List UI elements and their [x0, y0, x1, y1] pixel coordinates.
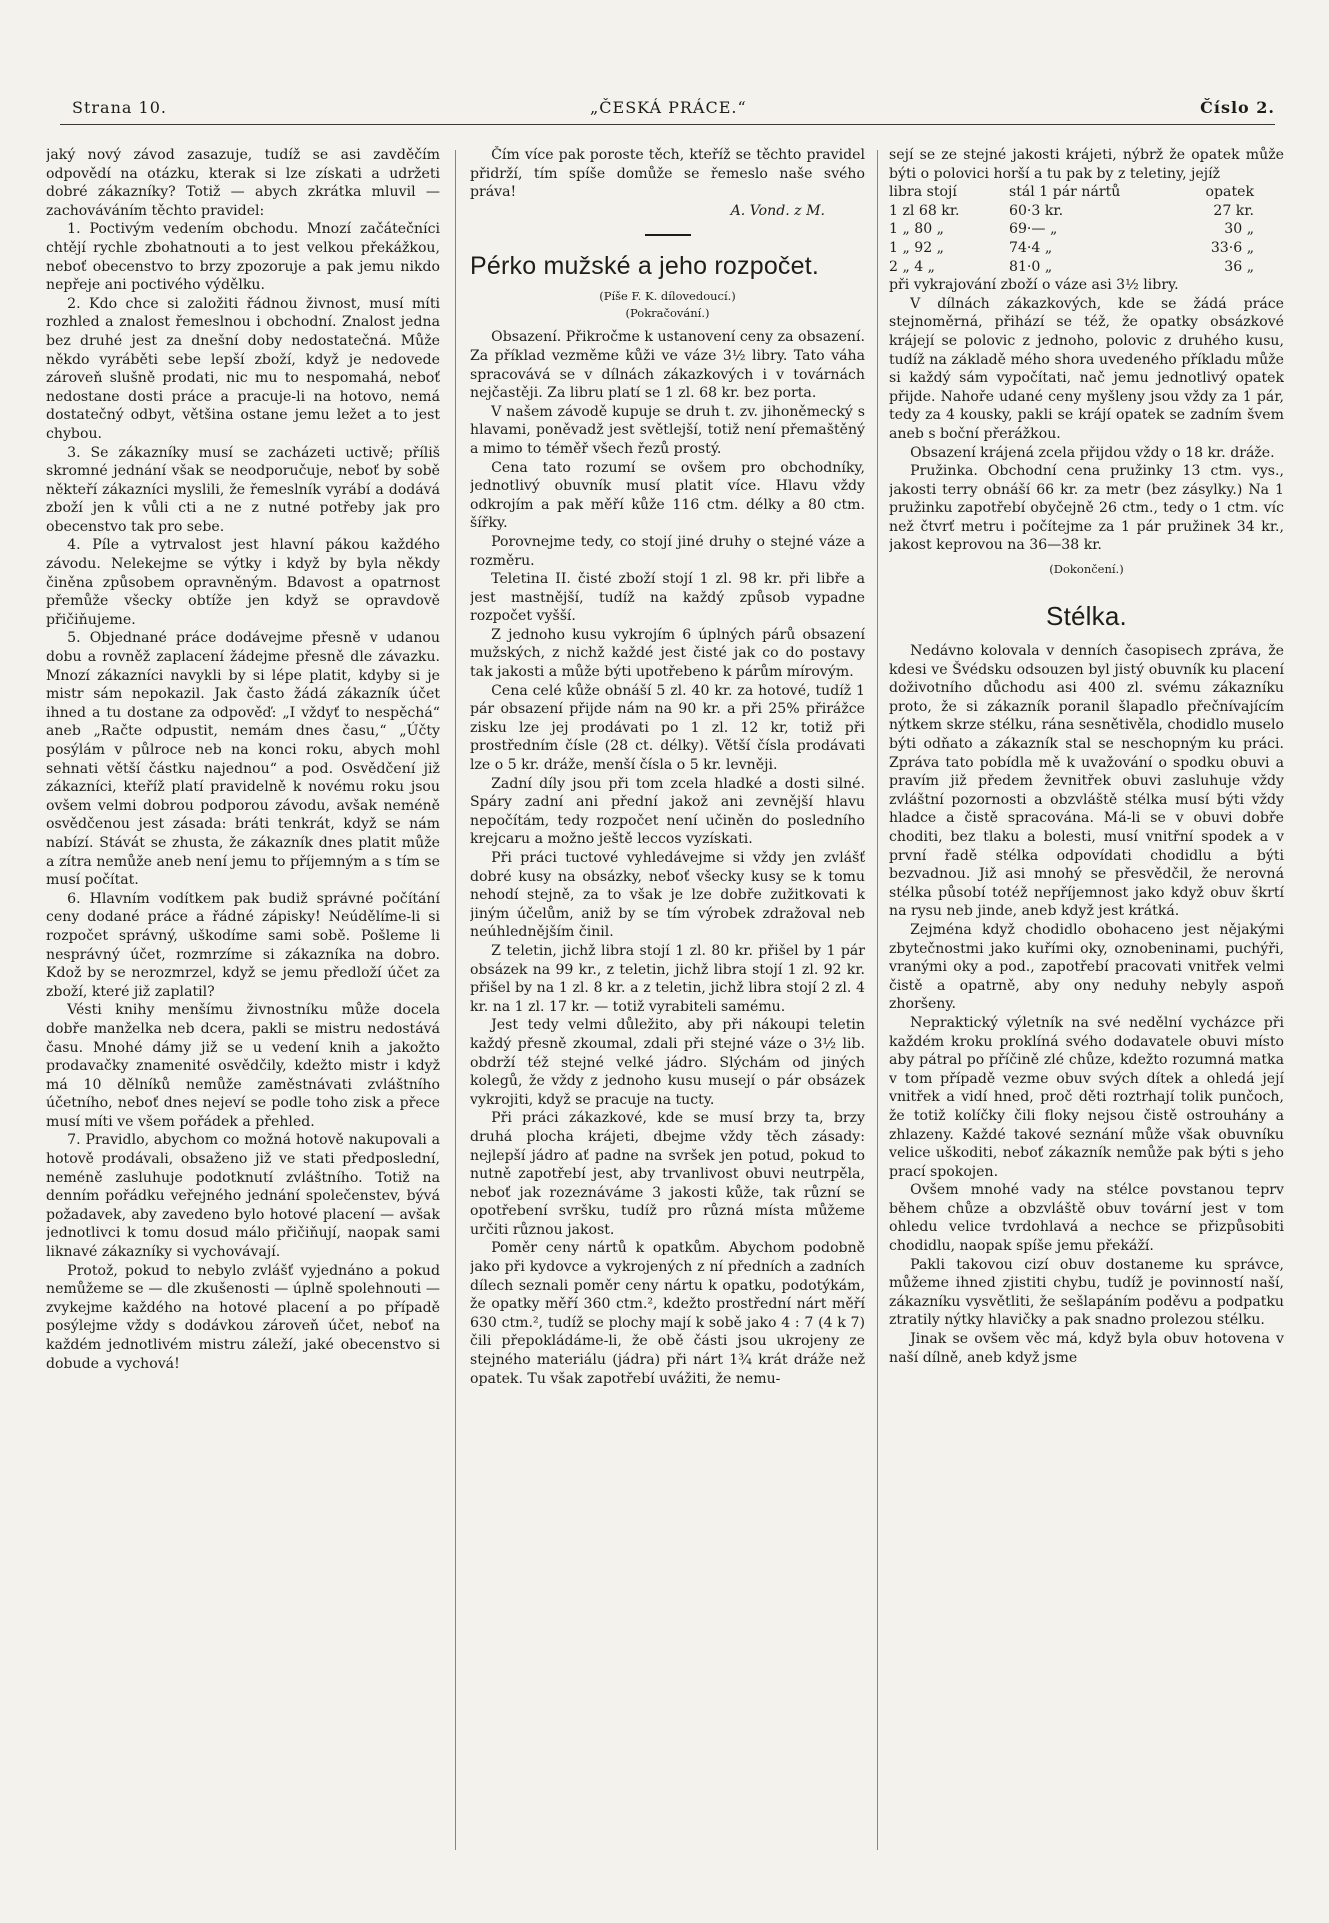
paragraph: Porovnejme tedy, co stojí jiné druhy o stejné váze a rozměru.	[470, 533, 865, 569]
paragraph: Při práci tuctové vyhledávejme si vždy jen zvlášť dobré kusy na obsázky, neboť všecky kusy se k tomu nehodí stejně, za to však je lze dobře zužitkovati k jiným účelům, aniž by se tím výrobek zdražoval neb neúhlednějším činil.	[470, 850, 865, 941]
column-divider	[877, 150, 878, 1850]
paragraph: Při práci zákazkové, kde se musí brzy ta, brzy druhá plocha krájeti, dbejme vždy těch zásady: nejlepší jádro ať padne na svršek jen potud, pokud to nutně zapotřebí jest, aby trvanlivost obuvi neutrpěla, neboť jak rozeznáváme 3 jakosti kůže, tak různí se opotřebení svršku, tudíž pro různá místa můžeme určiti různou jakost.	[470, 1110, 865, 1238]
column-3	[889, 146, 1284, 1866]
article-title: Pérko mužské a jeho rozpočet.	[470, 252, 820, 281]
article-title-2: Stélka.	[1046, 601, 1127, 632]
newspaper-title: „ČESKÁ PRÁCE.“	[590, 98, 747, 117]
table-cell: 1 „ 92 „	[889, 239, 944, 256]
continuation-note: (Pokračování.)	[625, 306, 710, 321]
paragraph: Nepraktický výletník na své nedělní vycházce při každém kroku proklíná svého dodavatele obuvi místo aby pátral po příčině zlé chůze, kdežto rozumná matka v tom případě vezme obuv svých dítek a ohledá její vnitřek a vidí hned, proč děti roztrhají tolik punčoch, že totiž kolíčky čili floky nejsou čistě ostrouhány a zhlazeny. Každé takové seznání může však obuvníku velice uškoditi, neboť zákazník nemůže pak býti s jeho prací spokojen.	[889, 1014, 1284, 1180]
article-body-2	[889, 642, 1284, 1367]
paragraph: Nedávno kolovala v denních časopisech zpráva, že kdesi ve Švédsku odsouzen byl jistý obuvník ku placení doživotního důchodu asi 400 zl. svému zákazníku proto, že si zákazník poranil šlapadlo přečnívajícím nýtkem skrze stélku, rána sesnětivěla, chodidlo muselo býti odňato a zákazník stal se neschopným ku práci. Zpráva tato pobídla mě k uvažování o spodku obuvi a pravím již předem ževnitřek obuvi zasluhuje vždy zvláštní pozornosti a obzvláště stélka musí býti vždy hladce a čistě spracována. Má-li se v obuvi dobře choditi, bez tlaku a bolesti, musí vnitřní spodek a v první řadě stélka odpovídati chodidlu a býti bezvadnou. Již asi mnohý se přesvědčil, že nerovná stélka působí totéž nepříjemnost jako když obuv škrtí na rysu neb jinde, aneb když jest krátká.	[889, 643, 1284, 920]
intro-paragraph: Čím více pak poroste těch, kteříž se těchto pravidel přidrží, tím spíše domůže se řemeslo naše svého práva!	[470, 147, 865, 201]
paragraph: 1. Poctivým vedením obchodu. Mnozí začátečníci chtějí rychle zbohatnouti a to jest velkou překážkou, neboť obecenstvo to brzy zpozoruje a pak jemu nikdo nepřeje ani poctivého výdělku.	[46, 221, 440, 294]
table-cell: 1 „ 80 „	[889, 221, 944, 238]
page-header	[60, 92, 1275, 122]
price-table	[889, 183, 1284, 276]
paragraph: V dílnách zákazkových, kde se žádá práce stejnoměrná, přihází se též, že opatky obsázkové krájejí se polovic z jednoho, polovic z druhého kusu, tudíž na základě mého shora uvedeného příkladu může si každý sám vypočítati, nač jemu jednotlivý opatek přijde. Nahoře udané ceny myšleny jsou vždy za 1 pár, tedy za 4 kousky, pakli se krájí opatek se zadním švem aneb s boční přerážkou.	[889, 295, 1284, 442]
paragraph: Poměr ceny nártů k opatkům. Abychom podobně jako při kydovce a vykrojených z ní předních a zadních dílech seznali poměr ceny nártu k opatku, podotýkám, že opatky měří 360 ctm.², kdežto prostřední nárt měří 630 ctm.², tudíž se plochy mají k sobě jako 4 : 7 (4 k 7) čili přepokládáme-li, že obě části jsou ukrojeny ze stejného materiálu (jádra) při nárt 1¾ krát dráže než opatek. Tu však zapotřebí uvážiti, že nemu-	[470, 1240, 865, 1387]
table-cell: 30 „	[1224, 221, 1254, 238]
end-note: (Dokončení.)	[1049, 562, 1124, 577]
article-body-continued	[889, 295, 1284, 555]
table-header-row	[889, 183, 1284, 202]
page-number: Strana 10.	[72, 98, 167, 117]
divider-dash	[645, 234, 691, 236]
table-cell: 60·3 kr.	[1009, 202, 1064, 219]
paragraph: Z jednoho kusu vykrojím 6 úplných párů obsazení mužských, z nichž každé jest čisté jak co do postavy tak jakosti a může býti upotřebeno k párům mírovým.	[470, 626, 865, 681]
table-row	[889, 258, 1284, 277]
paragraph: Teletina II. čisté zboží stojí 1 zl. 98 kr. při libře a jest mastnější, tudíž na každý způsob vypadne rozpočet vyšší.	[470, 571, 865, 625]
paragraph: Vésti knihy menšímu živnostníku může docela dobře manželka neb dcera, pakli se mistru nedostává času. Mnohé dámy již se u vedení knih a jakožto prodavačky znamenité osvědčily, kdežto mistr i když má 10 dělníků nemůže zaměstnávati zvláštního účetního, neboť dnes nejeví se podle toho zisk a přece musí míti ve všem pořádek a přehled.	[46, 1002, 440, 1130]
byline: (Píše F. K. dílovedoucí.)	[599, 289, 736, 304]
paragraph: 4. Píle a vytrvalost jest hlavní pákou každého závodu. Nelekejme se výtky i když by byla někdy činěna způsobem opravněným. Bdavost a opatrnost přemůže všecky obtíže jen když se opravdově přičiňujeme.	[46, 537, 440, 628]
paragraph: Zadní díly jsou při tom zcela hladké a dosti silné. Spáry zadní ani přední jakož ani zevnější hlavu nepočítám, tedy rozpočet není učiněn do posledního krejcaru a možno ještě leccos vyzískati.	[470, 775, 865, 848]
signature: A. Vond. z M.	[730, 202, 825, 219]
paragraph: Pakli takovou cizí obuv dostaneme ku správce, můžeme ihned zjistiti chybu, tudíž je povinností naší, zákazníku vysvětliti, že sešlapáním poděvu a podpatku ztratily nýtky hlavičky a pak snadno prolezou stélku.	[889, 1256, 1284, 1329]
paragraph: 2. Kdo chce si založiti řádnou živnost, musí míti rozhled a znalost řemeslnou i obchodní. Znalost jedna bez druhé jest za dnešní doby nedostatečná. Může někdo vyráběti sebe lepší zboží, když je nedovede zároveň slušně prodati, nic mu to nespomahá, neboť nedostane dosti práce a pracuje-li na hotovo, nemá dostatečný odbyt, většina ostane jemu ležet a to jest chybou.	[46, 295, 440, 442]
table-cell: 2 „ 4 „	[889, 258, 935, 275]
table-row	[889, 202, 1284, 221]
table-cell: 33·6 „	[1210, 239, 1254, 256]
table-cell: 81·0 „	[1009, 258, 1053, 275]
table-row	[889, 239, 1284, 258]
paragraph: Obsazení. Přikročme k ustanovení ceny za obsazení. Za příklad vezměme kůži ve váze 3½ libry. Tato váha spracovává se v dílnách zákazkových i v továrnách nejčastěji. Za libru platí se 1 zl. 68 kr. bez porta.	[470, 329, 865, 402]
lead-paragraph: sejí se ze stejné jakosti krájeti, nýbrž že opatek může býti o polovici horší a tu pak by z teletiny, jejíž	[889, 147, 1284, 182]
column-divider	[455, 150, 456, 1850]
issue-number: Číslo 2.	[1200, 98, 1275, 117]
paragraph: Jest tedy velmi důležito, aby při nákoupi teletin každý přesně zkoumal, zdali při stejné váze o 3½ lib. obdrží též stejné velké jádro. Slýchám od jiných kolegů, že vždy z jednoho kusu musejí o pár obsázek vykrojiti, když se pracuje na tucty.	[470, 1017, 865, 1108]
table-row	[889, 220, 1284, 239]
table-cell: opatek	[1205, 184, 1254, 201]
paragraph: 6. Hlavním vodítkem pak budiž správné počítání ceny dodané práce a řádné zápisky! Neúdělíme-li si rozpočet správný, uškodíme sami sobě. Pošleme li nesprávný účet, rozmrzíme si zákazníka na dobro. Kdož by se nerozmrzel, když se jemu předloží účet za zboží, které již zaplatil?	[46, 890, 440, 1000]
paragraph: Jinak se ovšem věc má, když byla obuv hotovena v naší dílně, aneb když jsme	[889, 1331, 1284, 1366]
table-cell: 1 zl 68 kr.	[889, 202, 960, 219]
paragraph: 5. Objednané práce dodávejme přesně v udanou dobu a rovněž zaplacení žádejme přesně dle závazku. Mnozí zákazníci navykli by si lépe platit, kdyby si je mistr sám nepokazil. Jak často žádá zákazník účet ihned a tu dostane za odpověď: „I vždyť to nespěchá“ aneb „Račte odpustit, nemám dnes času,“ „Účty posýlám v půlroce neb na konci roku, abych mohl sehnati větší částku najednou“ a pod. Osvědčení již zákazníci, kteříž platí pravidelně k novému roku jsou ovšem velmi dobrou podporou závodu, avšak neméně osvědčenou jest zásada: bráti tenkrát, když se nám nabízí. Stávát se zhusta, že zákazník dnes platit může a zítra nemůže aneb není jemu to příjemným a s tím se musí počítat.	[46, 630, 440, 889]
paragraph: Protož, pokud to nebylo zvlášť vyjednáno a pokud nemůžeme se — dle zkušenosti — úplně spolehnouti — zvykejme každého na hotové placení a po případě posýlejme vždy s dodávkou zároveň účet, neboť na každém jednotlivém mistru záleží, jaké obecenstvo si dobude a vychová!	[46, 1262, 440, 1372]
paragraph: Cena tato rozumí se ovšem pro obchodníky, jednotlivý obuvník musí platit více. Hlavu vždy odkrojím a pak měří kůže 116 ctm. délky a 80 ctm. šířky.	[470, 459, 865, 532]
paragraph: Cena celé kůže obnáší 5 zl. 40 kr. za hotové, tudíž 1 pár obsazení přijde nám na 90 kr. a při 25% přirážce zisku lze jej prodávati po 1 zl. 12 kr, totiž při prostředním čísle (28 ct. délky). Větší čísla prodávati lze o 5 kr. dráže, menší čísla o 5 kr. levněji.	[470, 682, 865, 774]
table-cell: 74·4 „	[1009, 239, 1053, 256]
article-body	[470, 328, 865, 1388]
column-2	[470, 146, 865, 1866]
table-cell: stál 1 pár nártů	[1009, 184, 1121, 201]
paragraph: Zejména když chodidlo obohaceno jest nějakými zbytečnostmi jako kuřími oky, oznobeninami, puchýři, vranými oky a pod., zapotřebí pracovati vnitřek velmi čistě a opatrně, aby ony neduhy nebyly aspoň zhoršeny.	[889, 921, 1284, 1013]
column-1	[46, 146, 440, 1871]
paragraph: Pružinka. Obchodní cena pružinky 13 ctm. vys., jakosti terry obnáší 66 kr. za metr (bez zásylky.) Na 1 pružinku zapotřebí obyčejně 26 ctm., tedy o 1 ctm. víc než čtvrť metru i počítejme za 1 pár pružinek 34 kr., jakost keprovou na 36—38 kr.	[889, 463, 1284, 554]
table-cell: 36 „	[1224, 258, 1254, 275]
paragraph: Z teletin, jichž libra stojí 1 zl. 80 kr. přišel by 1 pár obsázek na 99 kr., z teletin, jichž libra stojí 1 zl. 92 kr. přišel by na 1 zl. 8 kr. a z teletin, jichž libra stojí 2 zl. 4 kr. na 1 zl. 17 kr. — totiž vyrabiteli samému.	[470, 942, 865, 1015]
paragraph: jaký nový závod zasazuje, tudíž se asi zavděčím odpovědí na otázku, kterak si lze získati a udržeti dobré zákazníky? Totiž — abych zkrátka mluvil — zachováváním těchto pravidel:	[46, 147, 440, 219]
table-cell: libra stojí	[889, 184, 957, 201]
paragraph: 3. Se zákazníky musí se zacházeti uctivě; příliš skromné jednání však se neodporučuje, neboť by sobě někteří zákazníci myslili, že řemeslník vyrábí a dodává zboží jen k vůli cti a ne z nutné potřeby jak pro obecenstvo tak pro sebe.	[46, 444, 440, 535]
paragraph: V našem závodě kupuje se druh t. zv. jihoněmecký s hlavami, poněvadž jest světlejší, totiž není přemaštěný a mimo to téměř všech řezů prostý.	[470, 403, 865, 457]
paragraph: Obsazení krájená zcela přijdou vždy o 18 kr. dráže.	[910, 444, 1275, 461]
table-cell: 69·— „	[1009, 221, 1058, 238]
paragraph: Ovšem mnohé vady na stélce povstanou teprv během chůze a obzvláště obuv tovární jest v tom ohledu velice tvrdohlavá a nechce se přizpůsobiti chodidlu, naopak spíše jemu překáží.	[889, 1182, 1284, 1255]
header-rule	[60, 124, 1275, 125]
table-note: při vykrajování zboží o váze asi 3½ libry.	[889, 277, 1179, 294]
table-cell: 27 kr.	[1213, 202, 1254, 219]
paragraph: 7. Pravidlo, abychom co možná hotově nakupovali a hotově prodávali, obsaženo již ve stati předposlední, neméně zasluhuje podotknutí zvláštního. Totiž na denním pořádku veřejného jednání společenstev, bývá požadavek, aby zavedeno bylo hotové placení — avšak jednotlivci k tomu dosud málo přičiňují, naopak sami liknavé zákazníky si vychovávají.	[46, 1132, 440, 1261]
